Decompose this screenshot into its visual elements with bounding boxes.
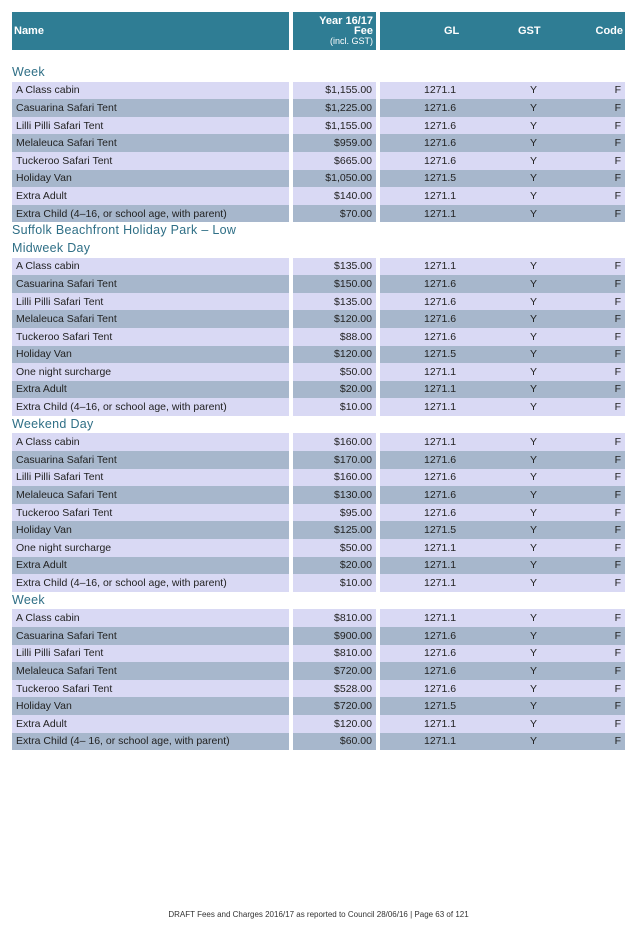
cell-gst: Y	[530, 647, 538, 660]
table-row	[12, 328, 625, 346]
cell-gl: 1271.6	[424, 664, 457, 677]
cell-fee: $120.00	[293, 346, 376, 364]
cell-code: F	[614, 277, 621, 290]
header-codes	[380, 12, 625, 50]
cell-codes	[380, 697, 625, 715]
section-heading: Midweek Day	[12, 240, 91, 255]
table-row	[12, 609, 625, 627]
cell-gst: Y	[530, 154, 538, 167]
cell-codes	[380, 170, 625, 188]
cell-gst: Y	[530, 453, 538, 466]
cell-name: Extra Child (4– 16, or school age, with parent)	[12, 733, 289, 751]
cell-fee: $900.00	[293, 627, 376, 645]
cell-codes	[380, 539, 625, 557]
cell-name: Extra Adult	[12, 187, 289, 205]
table-row	[12, 697, 625, 715]
table-row	[12, 170, 625, 188]
header-name: Name	[12, 12, 289, 50]
cell-gst: Y	[530, 277, 538, 290]
cell-gl: 1271.1	[424, 84, 457, 97]
page-footer: DRAFT Fees and Charges 2016/17 as reported to Council 28/06/16 | Page 63 of 121	[168, 910, 469, 919]
cell-gl: 1271.1	[424, 735, 457, 748]
cell-codes	[380, 187, 625, 205]
cell-gl: 1271.1	[424, 541, 457, 554]
cell-fee: $160.00	[293, 469, 376, 487]
cell-gl: 1271.1	[424, 612, 457, 625]
cell-gl: 1271.1	[424, 577, 457, 590]
cell-fee: $50.00	[293, 363, 376, 381]
cell-codes	[380, 310, 625, 328]
cell-name: Melaleuca Safari Tent	[12, 486, 289, 504]
cell-name: One night surcharge	[12, 363, 289, 381]
cell-code: F	[614, 436, 621, 449]
cell-code: F	[614, 735, 621, 748]
table-row	[12, 451, 625, 469]
cell-gst: Y	[530, 260, 538, 273]
header-fee-line1: Year 16/17	[319, 15, 373, 27]
cell-gst: Y	[530, 735, 538, 748]
cell-fee: $1,155.00	[293, 82, 376, 100]
cell-name: A Class cabin	[12, 609, 289, 627]
cell-gst: Y	[530, 172, 538, 185]
table-row	[12, 574, 625, 592]
cell-fee: $810.00	[293, 645, 376, 663]
cell-code: F	[614, 348, 621, 361]
fees-table	[12, 12, 625, 750]
cell-gst: Y	[530, 330, 538, 343]
cell-code: F	[614, 383, 621, 396]
cell-name: Holiday Van	[12, 346, 289, 364]
cell-codes	[380, 715, 625, 733]
cell-fee: $160.00	[293, 433, 376, 451]
cell-fee: $528.00	[293, 680, 376, 698]
cell-code: F	[614, 647, 621, 660]
cell-code: F	[614, 260, 621, 273]
cell-gst: Y	[530, 664, 538, 677]
table-row	[12, 469, 625, 487]
cell-gl: 1271.6	[424, 313, 457, 326]
cell-fee: $50.00	[293, 539, 376, 557]
table-row	[12, 539, 625, 557]
cell-name: Melaleuca Safari Tent	[12, 662, 289, 680]
cell-codes	[380, 609, 625, 627]
cell-gst: Y	[530, 119, 538, 132]
cell-gst: Y	[530, 365, 538, 378]
cell-code: F	[614, 471, 621, 484]
cell-gst: Y	[530, 313, 538, 326]
cell-gl: 1271.6	[424, 277, 457, 290]
cell-gl: 1271.6	[424, 154, 457, 167]
cell-code: F	[614, 330, 621, 343]
cell-fee: $10.00	[293, 398, 376, 416]
cell-codes	[380, 134, 625, 152]
cell-gst: Y	[530, 348, 538, 361]
cell-fee: $1,225.00	[293, 99, 376, 117]
cell-code: F	[614, 524, 621, 537]
cell-gst: Y	[530, 383, 538, 396]
cell-gl: 1271.1	[424, 717, 457, 730]
cell-code: F	[614, 506, 621, 519]
cell-codes	[380, 258, 625, 276]
cell-codes	[380, 433, 625, 451]
cell-gl: 1271.6	[424, 471, 457, 484]
cell-fee: $95.00	[293, 504, 376, 522]
cell-codes	[380, 574, 625, 592]
cell-name: Tuckeroo Safari Tent	[12, 504, 289, 522]
cell-gl: 1271.5	[424, 700, 457, 713]
table-row	[12, 662, 625, 680]
cell-code: F	[614, 664, 621, 677]
cell-gl: 1271.1	[424, 365, 457, 378]
cell-name: Melaleuca Safari Tent	[12, 310, 289, 328]
cell-gst: Y	[530, 559, 538, 572]
table-row	[12, 258, 625, 276]
cell-name: Holiday Van	[12, 521, 289, 539]
cell-name: Lilli Pilli Safari Tent	[12, 293, 289, 311]
table-row	[12, 521, 625, 539]
table-row	[12, 187, 625, 205]
cell-fee: $20.00	[293, 557, 376, 575]
cell-codes	[380, 205, 625, 223]
cell-name: Holiday Van	[12, 697, 289, 715]
cell-codes	[380, 346, 625, 364]
table-row	[12, 346, 625, 364]
cell-name: Casuarina Safari Tent	[12, 451, 289, 469]
table-row	[12, 627, 625, 645]
cell-codes	[380, 293, 625, 311]
cell-codes	[380, 82, 625, 100]
table-row	[12, 680, 625, 698]
cell-fee: $120.00	[293, 310, 376, 328]
cell-gst: Y	[530, 629, 538, 642]
cell-gl: 1271.6	[424, 489, 457, 502]
header-gl: GL	[444, 25, 460, 37]
cell-codes	[380, 733, 625, 751]
cell-gl: 1271.6	[424, 506, 457, 519]
table-row	[12, 715, 625, 733]
cell-name: Extra Child (4–16, or school age, with parent)	[12, 205, 289, 223]
cell-codes	[380, 451, 625, 469]
cell-name: Extra Adult	[12, 381, 289, 399]
cell-gl: 1271.6	[424, 295, 457, 308]
cell-code: F	[614, 172, 621, 185]
table-row	[12, 152, 625, 170]
cell-fee: $720.00	[293, 697, 376, 715]
cell-codes	[380, 662, 625, 680]
cell-gst: Y	[530, 612, 538, 625]
cell-codes	[380, 469, 625, 487]
table-row	[12, 504, 625, 522]
cell-code: F	[614, 700, 621, 713]
table-header	[12, 12, 625, 50]
cell-gst: Y	[530, 717, 538, 730]
cell-code: F	[614, 154, 621, 167]
cell-gl: 1271.5	[424, 524, 457, 537]
cell-name: Extra Adult	[12, 557, 289, 575]
cell-code: F	[614, 682, 621, 695]
table-row	[12, 733, 625, 751]
cell-fee: $150.00	[293, 275, 376, 293]
cell-name: Lilli Pilli Safari Tent	[12, 469, 289, 487]
cell-code: F	[614, 137, 621, 150]
cell-fee: $140.00	[293, 187, 376, 205]
cell-codes	[380, 486, 625, 504]
cell-gl: 1271.1	[424, 260, 457, 273]
cell-fee: $20.00	[293, 381, 376, 399]
cell-gst: Y	[530, 471, 538, 484]
cell-code: F	[614, 84, 621, 97]
cell-gst: Y	[530, 436, 538, 449]
cell-name: Tuckeroo Safari Tent	[12, 680, 289, 698]
cell-gl: 1271.6	[424, 101, 457, 114]
section-heading: Week	[12, 592, 45, 607]
cell-code: F	[614, 717, 621, 730]
table-row	[12, 310, 625, 328]
cell-gl: 1271.5	[424, 172, 457, 185]
cell-fee: $130.00	[293, 486, 376, 504]
header-fee-line3: (incl. GST)	[329, 36, 373, 46]
cell-gl: 1271.6	[424, 629, 457, 642]
cell-name: Tuckeroo Safari Tent	[12, 328, 289, 346]
cell-fee: $720.00	[293, 662, 376, 680]
cell-code: F	[614, 577, 621, 590]
cell-gst: Y	[530, 207, 538, 220]
cell-gl: 1271.6	[424, 330, 457, 343]
cell-gl: 1271.1	[424, 207, 457, 220]
cell-codes	[380, 521, 625, 539]
cell-name: Casuarina Safari Tent	[12, 99, 289, 117]
cell-code: F	[614, 101, 621, 114]
cell-name: Extra Child (4–16, or school age, with parent)	[12, 574, 289, 592]
table-row	[12, 293, 625, 311]
cell-gst: Y	[530, 295, 538, 308]
cell-fee: $665.00	[293, 152, 376, 170]
cell-code: F	[614, 612, 621, 625]
table-row	[12, 486, 625, 504]
table-body	[12, 64, 625, 750]
cell-fee: $88.00	[293, 328, 376, 346]
cell-gl: 1271.1	[424, 189, 457, 202]
cell-name: Tuckeroo Safari Tent	[12, 152, 289, 170]
cell-gl: 1271.1	[424, 436, 457, 449]
cell-code: F	[614, 489, 621, 502]
cell-code: F	[614, 189, 621, 202]
cell-fee: $1,050.00	[293, 170, 376, 188]
cell-gst: Y	[530, 541, 538, 554]
cell-codes	[380, 117, 625, 135]
cell-gl: 1271.5	[424, 348, 457, 361]
cell-fee: $170.00	[293, 451, 376, 469]
cell-codes	[380, 680, 625, 698]
cell-code: F	[614, 207, 621, 220]
cell-name: Holiday Van	[12, 170, 289, 188]
cell-codes	[380, 557, 625, 575]
cell-fee: $135.00	[293, 258, 376, 276]
cell-gl: 1271.1	[424, 383, 457, 396]
table-row	[12, 275, 625, 293]
cell-name: Extra Child (4–16, or school age, with parent)	[12, 398, 289, 416]
cell-gl: 1271.6	[424, 119, 457, 132]
cell-gl: 1271.6	[424, 682, 457, 695]
section-heading: Weekend Day	[12, 416, 94, 431]
cell-code: F	[614, 401, 621, 414]
cell-gst: Y	[530, 101, 538, 114]
cell-codes	[380, 99, 625, 117]
table-row	[12, 433, 625, 451]
table-row	[12, 82, 625, 100]
cell-code: F	[614, 541, 621, 554]
table-row	[12, 134, 625, 152]
cell-gl: 1271.1	[424, 559, 457, 572]
cell-codes	[380, 398, 625, 416]
cell-name: A Class cabin	[12, 82, 289, 100]
cell-gst: Y	[530, 84, 538, 97]
cell-gl: 1271.6	[424, 647, 457, 660]
section-heading: Week	[12, 65, 45, 79]
cell-codes	[380, 627, 625, 645]
cell-gl: 1271.6	[424, 453, 457, 466]
header-fee	[293, 12, 376, 50]
table-row	[12, 99, 625, 117]
cell-gst: Y	[530, 506, 538, 519]
cell-fee: $125.00	[293, 521, 376, 539]
cell-code: F	[614, 629, 621, 642]
cell-name: Melaleuca Safari Tent	[12, 134, 289, 152]
cell-gst: Y	[530, 524, 538, 537]
cell-codes	[380, 152, 625, 170]
table-row	[12, 117, 625, 135]
cell-fee: $70.00	[293, 205, 376, 223]
cell-codes	[380, 381, 625, 399]
cell-codes	[380, 363, 625, 381]
cell-gl: 1271.1	[424, 401, 457, 414]
cell-gst: Y	[530, 489, 538, 502]
section-heading: Suffolk Beachfront Holiday Park – Low	[12, 223, 237, 238]
cell-name: Casuarina Safari Tent	[12, 275, 289, 293]
table-row	[12, 205, 625, 223]
cell-gst: Y	[530, 189, 538, 202]
cell-code: F	[614, 559, 621, 572]
cell-codes	[380, 645, 625, 663]
table-row	[12, 363, 625, 381]
header-fee-line2: Fee	[354, 25, 373, 37]
cell-fee: $810.00	[293, 609, 376, 627]
cell-fee: $120.00	[293, 715, 376, 733]
cell-code: F	[614, 119, 621, 132]
table-row	[12, 381, 625, 399]
cell-gst: Y	[530, 401, 538, 414]
cell-name: A Class cabin	[12, 258, 289, 276]
cell-name: Casuarina Safari Tent	[12, 627, 289, 645]
cell-gst: Y	[530, 137, 538, 150]
cell-name: Lilli Pilli Safari Tent	[12, 117, 289, 135]
table-row	[12, 645, 625, 663]
cell-name: A Class cabin	[12, 433, 289, 451]
cell-code: F	[614, 313, 621, 326]
cell-codes	[380, 275, 625, 293]
cell-gst: Y	[530, 577, 538, 590]
cell-fee: $60.00	[293, 733, 376, 751]
cell-name: One night surcharge	[12, 539, 289, 557]
cell-fee: $135.00	[293, 293, 376, 311]
cell-gl: 1271.6	[424, 137, 457, 150]
cell-code: F	[614, 365, 621, 378]
cell-fee: $959.00	[293, 134, 376, 152]
cell-fee: $10.00	[293, 574, 376, 592]
cell-fee: $1,155.00	[293, 117, 376, 135]
cell-gst: Y	[530, 682, 538, 695]
cell-codes	[380, 328, 625, 346]
cell-name: Lilli Pilli Safari Tent	[12, 645, 289, 663]
cell-name: Extra Adult	[12, 715, 289, 733]
cell-code: F	[614, 453, 621, 466]
cell-codes	[380, 504, 625, 522]
header-code: Code	[595, 25, 623, 37]
cell-gst: Y	[530, 700, 538, 713]
table-row	[12, 398, 625, 416]
cell-code: F	[614, 295, 621, 308]
table-row	[12, 557, 625, 575]
header-gst: GST	[518, 25, 541, 37]
